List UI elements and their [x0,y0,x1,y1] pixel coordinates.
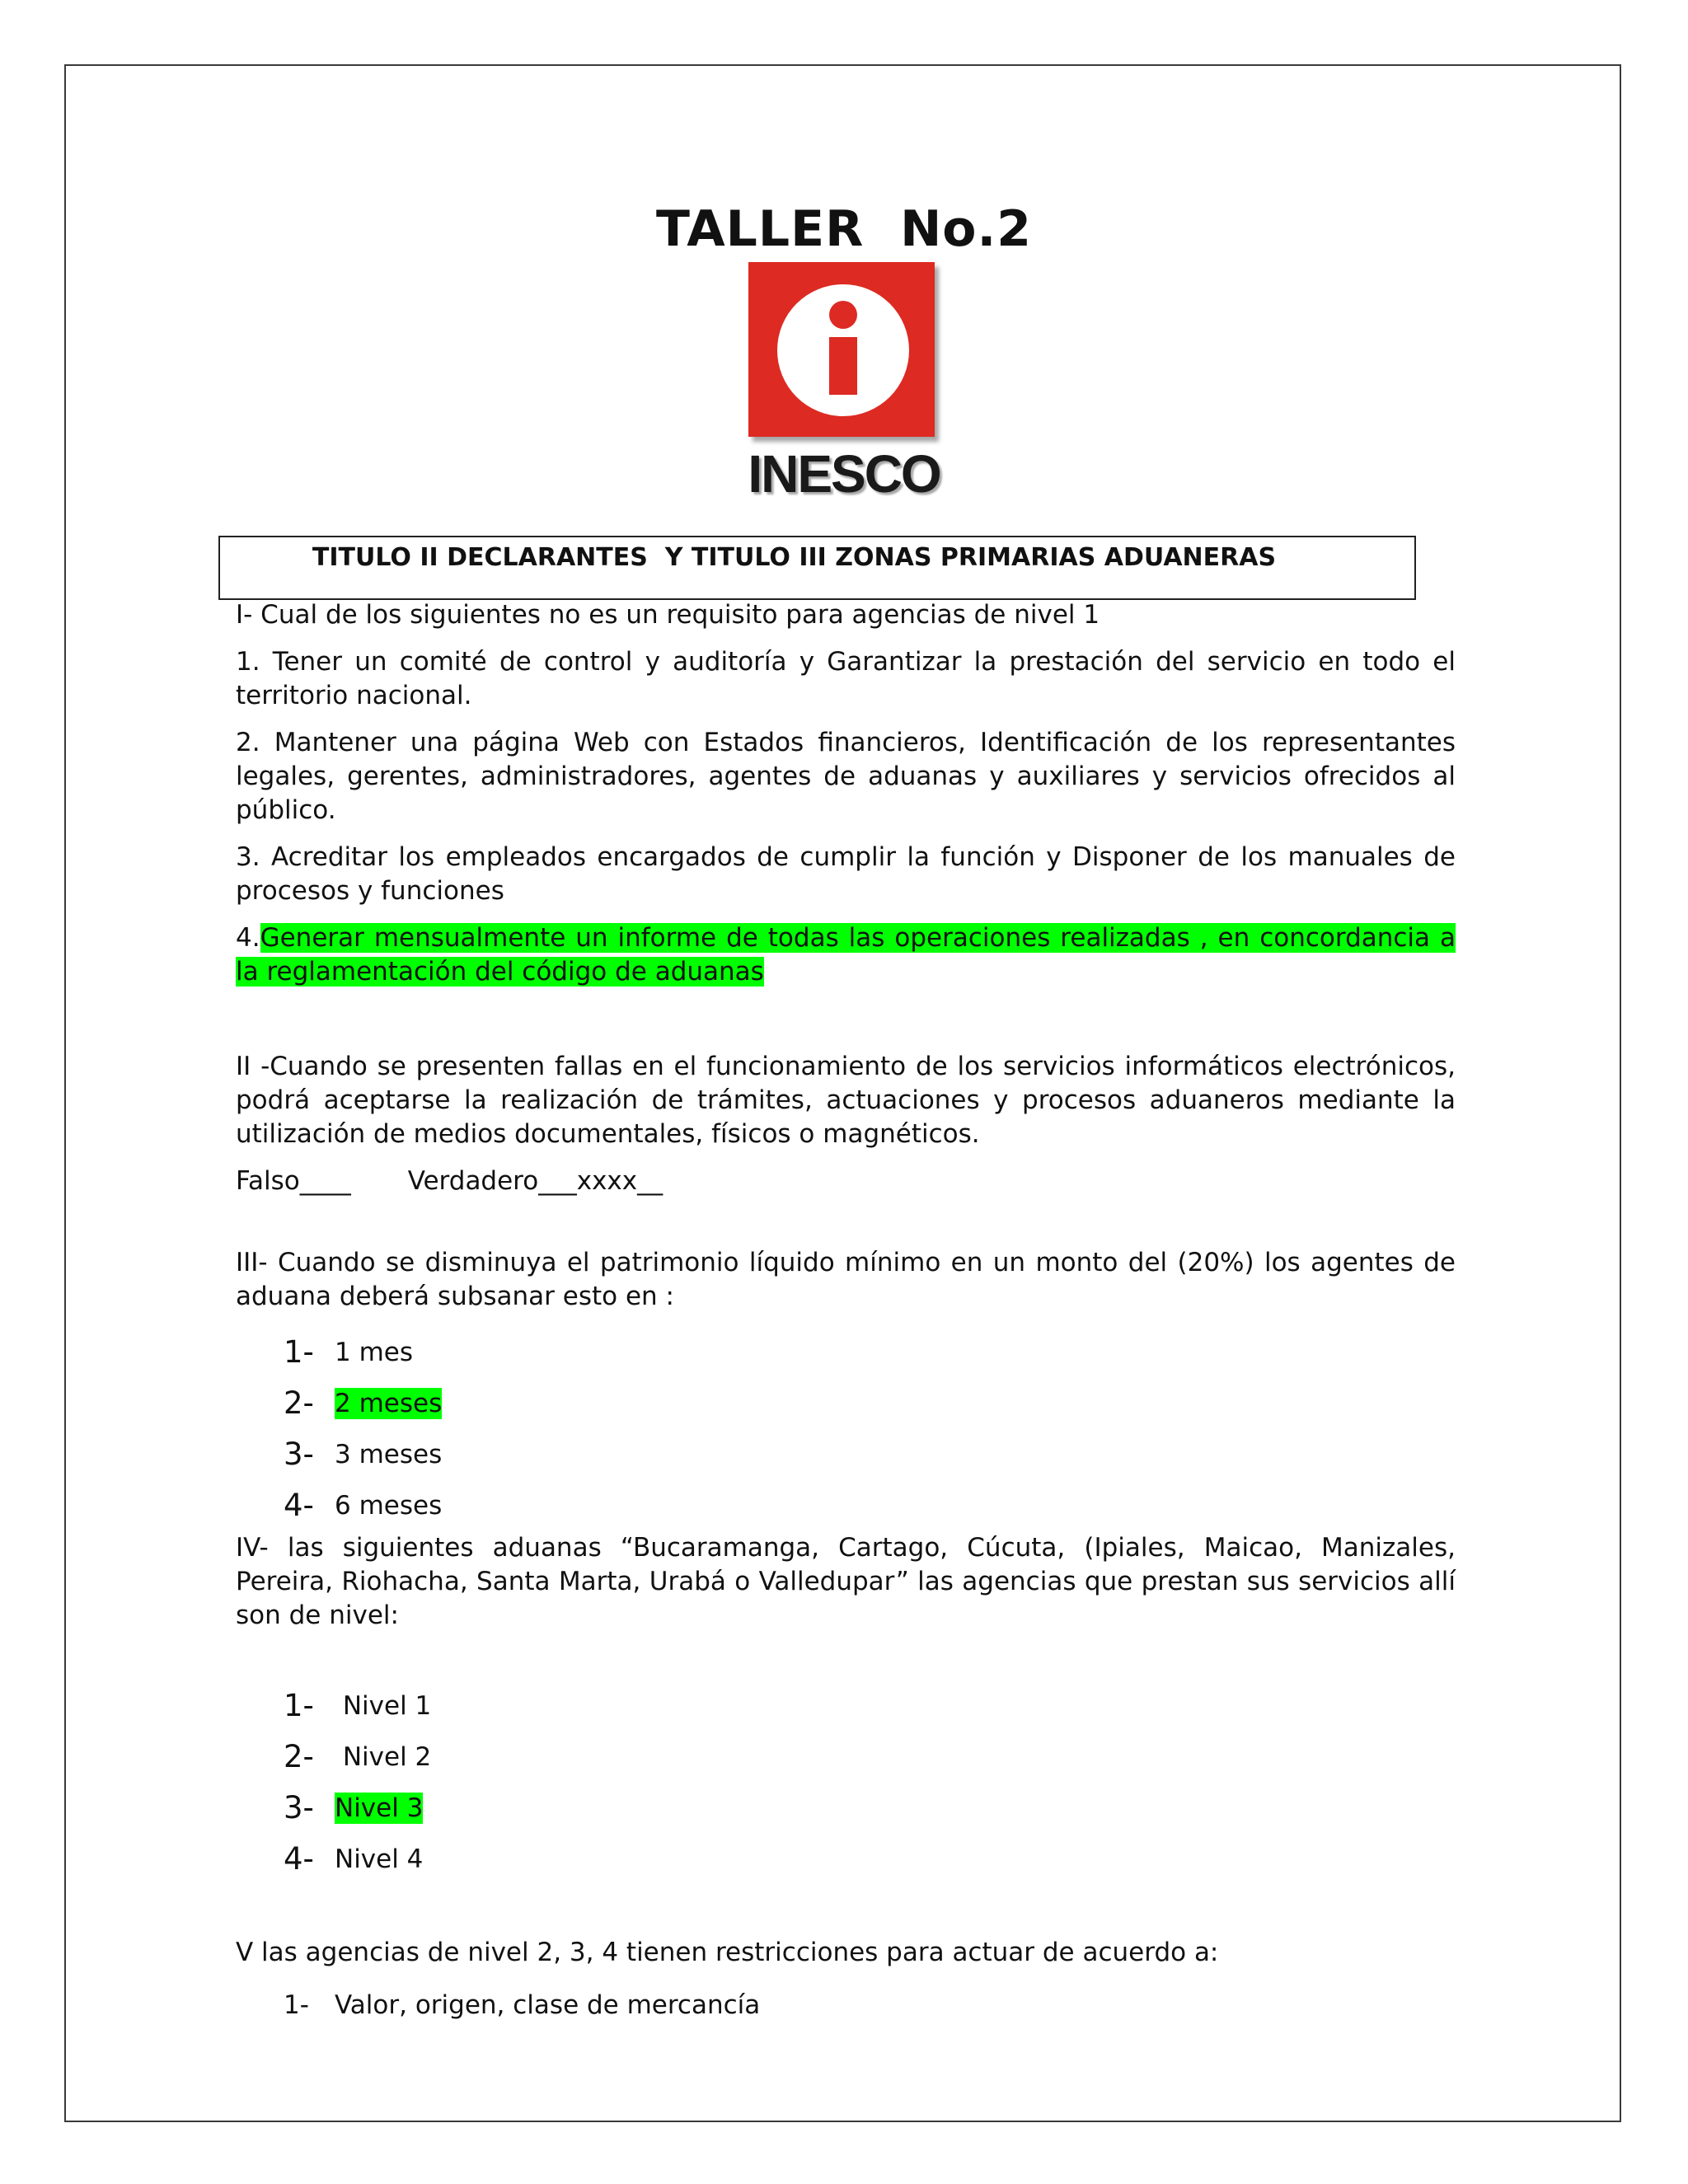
option-text: Nivel 2 [335,1742,432,1772]
question-1-option-4 [236,921,1456,989]
question-4: IV- las siguientes aduanas “Bucaramanga, Cartago, Cúcuta, (Ipiales, Maicao, Manizales, Pereira, Riohacha, Santa Marta, Urabá o Valledupar” las agencias que prestan sus servicios allí son de nivel: [236,1533,1456,1630]
option-text: 1 mes [335,1338,413,1367]
option-number: 1- [284,1334,314,1370]
option-number: 2- [284,1385,314,1421]
page-title: TALLER No.2 [655,200,1033,258]
option-text: Nivel 4 [335,1844,424,1874]
list-item [236,1680,1456,1732]
option-number: 3- [284,1436,314,1472]
info-icon-dot [829,301,857,329]
list-item [236,1429,1456,1480]
subtitle: TITULO II DECLARANTES Y TITULO III ZONAS PRIMARIAS ADUANERAS [312,543,1277,572]
question-3-options [236,1327,1456,1531]
option-number: 4- [284,1488,314,1523]
question-5-options [236,1983,1456,2027]
info-icon-stem [829,337,857,395]
question-5: V las agencias de nivel 2, 3, 4 tienen restricciones para actuar de acuerdo a: [236,1938,1219,1967]
list-item [236,1834,1456,1885]
list-item [236,1378,1456,1429]
info-icon [777,284,909,416]
subtitle-box [218,536,1416,600]
option-text: Nivel 1 [335,1691,432,1721]
inesco-logo [745,262,943,505]
option-4-prefix: 4. [236,923,260,953]
highlighted-answer: Generar mensualmente un informe de todas las operaciones realizadas , en concordancia a la reglamentación del código de aduanas [236,923,1456,987]
option-text: 3 meses [335,1440,443,1469]
question-4-options [236,1680,1456,1885]
question-1-option-3: 3. Acreditar los empleados encargados de cumplir la función y Disponer de los manuales de procesos y funciones [236,842,1456,906]
question-3: III- Cuando se disminuya el patrimonio líquido mínimo en un monto del (20%) los agentes de aduana deberá subsanar esto en : [236,1248,1456,1311]
list-item [236,1983,1456,2027]
question-1-option-2: 2. Mantener una página Web con Estados financieros, Identificación de los representantes legales, gerentes, administradores, agentes de aduanas y auxiliares y servicios ofrecidos al público. [236,728,1456,825]
option-number: 1- [284,1688,314,1723]
list-item [236,1783,1456,1834]
list-item [236,1480,1456,1531]
highlighted-answer: Nivel 3 [335,1793,424,1823]
logo-wordmark: INESCO [748,444,940,504]
question-1-option-1: 1. Tener un comité de control y auditoría y Garantizar la prestación del servicio en todo el territorio nacional. [236,647,1456,710]
question-1: I- Cual de los siguientes no es un requisito para agencias de nivel 1 [236,600,1100,630]
option-number: 4- [284,1841,314,1877]
document-body [236,598,1456,2027]
option-text: Valor, origen, clase de mercancía [335,1990,761,2020]
question-2: II -Cuando se presenten fallas en el funcionamiento de los servicios informáticos electrónicos, podrá aceptarse la realización de trámites, actuaciones y procesos aduaneros mediante la utilización de medios documentales, físicos o magnéticos. [236,1052,1456,1149]
highlighted-answer: 2 meses [335,1389,443,1418]
option-number: 1- [284,1990,309,2020]
option-number: 3- [284,1790,314,1825]
list-item [236,1327,1456,1378]
question-2-answer-line: Falso____ Verdadero___xxxx__ [236,1166,663,1196]
option-text: 6 meses [335,1491,443,1521]
list-item [236,1732,1456,1783]
logo-red-square [748,262,935,437]
option-number: 2- [284,1739,314,1774]
